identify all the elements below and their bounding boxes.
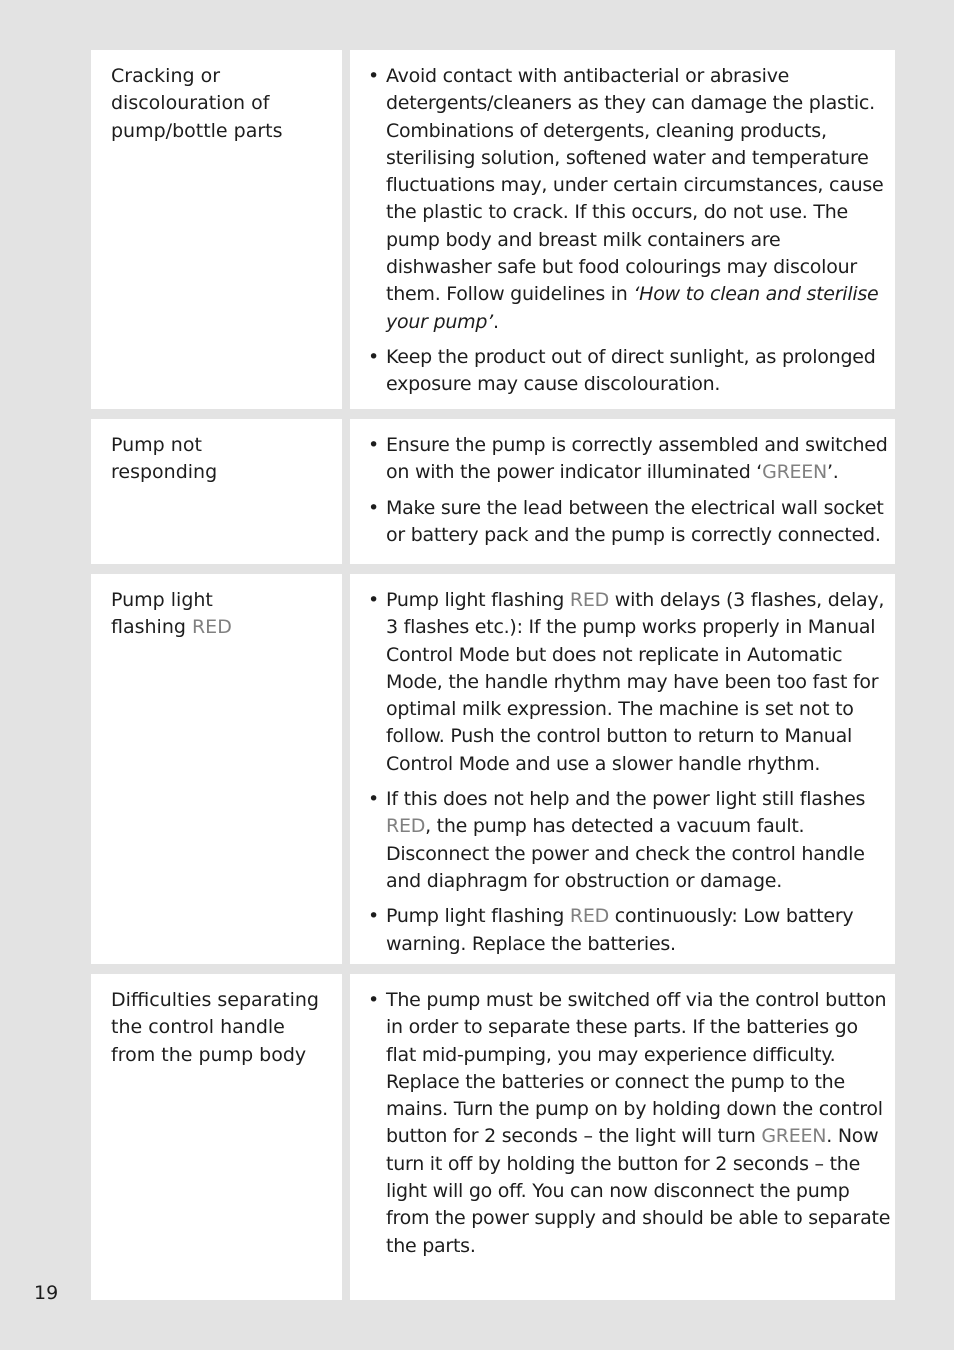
text-run: . Now turn it off by holding the button for 2 seconds – the light will go off. You can now disconnect the pump from the power supply and should be able to separate the parts.	[386, 1125, 891, 1257]
text-run: ’.	[827, 461, 839, 484]
solution-item	[366, 786, 891, 895]
solution-item	[366, 587, 891, 778]
solution-item	[366, 495, 891, 550]
problem-text: Cracking or discolouration of pump/bottle parts	[111, 65, 283, 142]
text-run: Pump light flashing	[386, 905, 570, 928]
highlight-word: RED	[569, 905, 609, 928]
highlight-word: GREEN	[762, 461, 828, 484]
table-row	[91, 574, 895, 964]
solution-cell	[350, 974, 895, 1300]
text-run: .	[492, 310, 499, 333]
problem-cell	[91, 974, 342, 1300]
problem-cell	[91, 419, 342, 564]
italic-reference: ‘How to clean and sterilise your pump’	[386, 283, 879, 333]
text-run: Pump light flashing	[111, 589, 213, 639]
table-row	[91, 974, 895, 1300]
solution-item	[366, 432, 891, 487]
solution-item	[366, 987, 891, 1260]
text-run: Ensure the pump is correctly assembled and switched on with the power indicator illuminated ‘	[386, 434, 888, 484]
text-run: Avoid contact with antibacterial or abrasive detergents/cleaners as they can damage the plastic. Combinations of detergents, cleaning products, sterilising solution, softened water and temperature fluctuations may, under certain circumstances, cause the plastic to crack. If this occurs, do not use. The pump body and breast milk containers are dishwasher safe but food colourings may discolour them. Follow guidelines in	[386, 65, 884, 306]
solution-cell	[350, 419, 895, 564]
highlight-word: RED	[191, 616, 232, 639]
highlight-word: RED	[569, 589, 609, 611]
solution-list	[366, 63, 891, 407]
solution-cell	[350, 50, 895, 409]
problem-text: Difficulties separating the control handle from the pump body	[111, 989, 319, 1066]
solution-item	[366, 344, 891, 399]
solution-item	[366, 63, 891, 336]
text-run: Keep the product out of direct sunlight, as prolonged exposure may cause discolouration.	[386, 345, 876, 396]
solution-list	[366, 587, 891, 966]
problem-text: Pump not responding	[111, 434, 218, 484]
text-run: The pump must be switched off via the control button in order to separate these parts. If the batteries go flat mid-pumping, you may experience difficulty. Replace the batteries or connect the pump to the mains. Turn the pump on by holding down the control button for 2 seconds – the light will turn	[386, 989, 887, 1148]
text-run: Make sure the lead between the electrical wall socket or battery pack and the pump is correctly connected.	[386, 496, 884, 546]
table-row	[91, 419, 895, 564]
solution-item	[366, 903, 891, 958]
problem-text	[111, 587, 333, 642]
text-run: continuously: Low battery warning. Replace the batteries.	[386, 905, 854, 955]
solution-cell	[350, 574, 895, 964]
text-run: , the pump has detected a vacuum fault. Disconnect the power and check the control handle and diaphragm for obstruction or damage.	[386, 815, 865, 892]
highlight-word: RED	[386, 815, 426, 838]
page-number: 19	[34, 1282, 59, 1304]
problem-cell	[91, 50, 342, 409]
problem-cell	[91, 574, 342, 964]
solution-list	[366, 432, 891, 557]
solution-list	[366, 987, 891, 1268]
text-run: with delays (3 flashes, delay, 3 flashes etc.): If the pump works properly in Manual Control Mode but does not replicate in Automatic Mode, the handle rhythm may have been too fast for optimal milk expression. The machine is set not to follow. Push the control button to return to Manual Control Mode and use a slower handle rhythm.	[386, 589, 885, 775]
text-run: Pump light flashing	[386, 589, 570, 611]
highlight-word: GREEN	[761, 1125, 827, 1148]
table-row	[91, 50, 895, 409]
text-run: If this does not help and the power light still flashes	[386, 788, 866, 811]
